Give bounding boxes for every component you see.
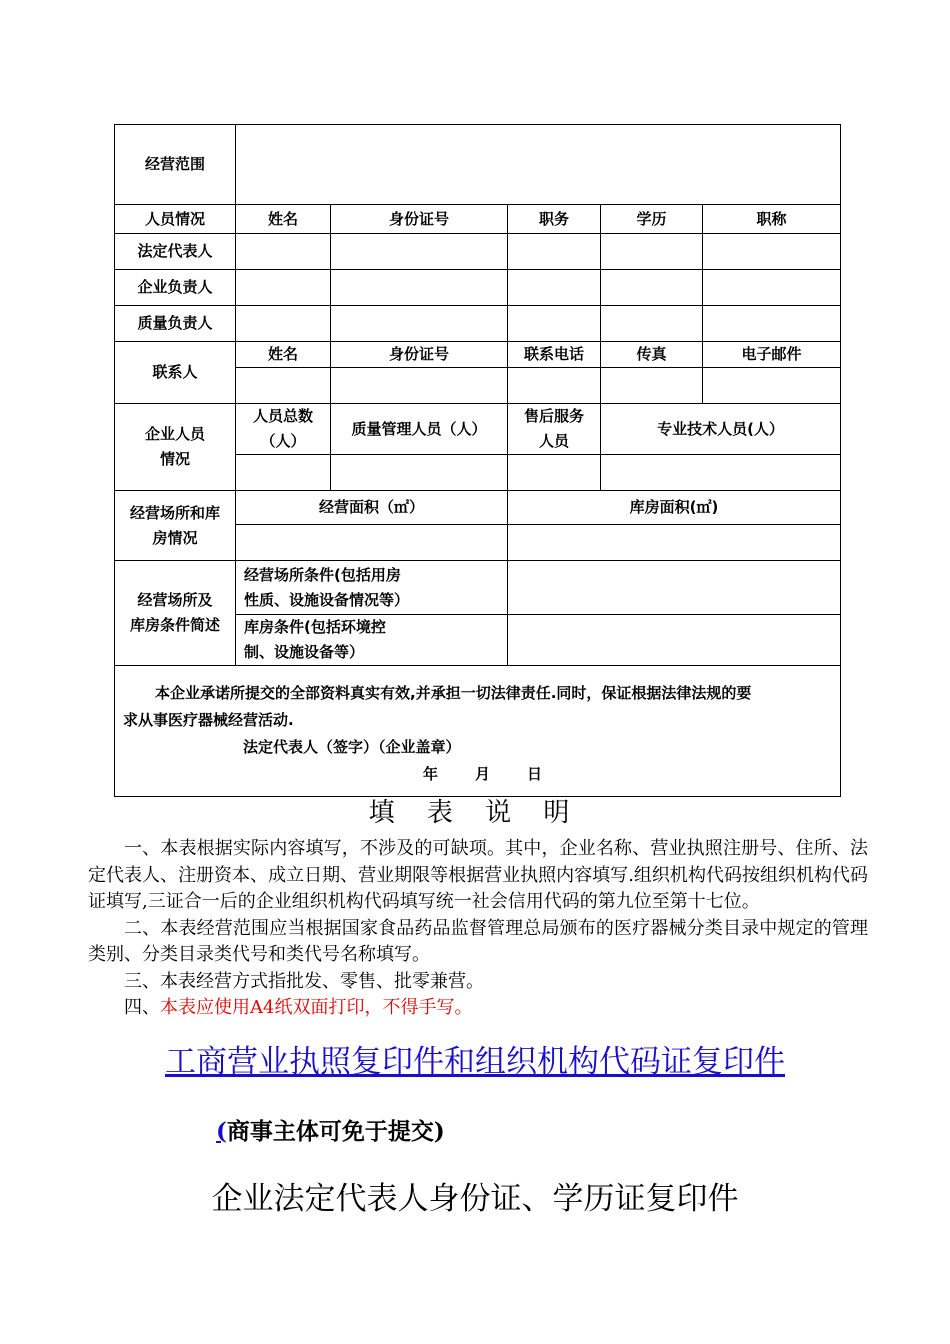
personnel-header-row <box>115 205 841 234</box>
note-item-1: 一、本表根据实际内容填写，不涉及的可缺项。其中，企业名称、营业执照注册号、住所、法定代表人、注册资本、成立日期、营业期限等根据营业执照内容填写.组织机构代码按组织机构代码证填写,三证合一后的企业组织机构代码填写统一社会信用代码的第九位至第十七位。 <box>88 838 868 912</box>
application-form-table <box>114 124 841 797</box>
notes-title: 填 表 说 明 <box>368 798 582 828</box>
header-title: 职称 <box>703 205 841 234</box>
note-item-4-warning: 本表应使用A4纸双面打印，不得手写。 <box>160 997 473 1018</box>
attachment-heading-id: 企业法定代表人身份证、学历证复印件 <box>211 1181 739 1217</box>
staff-label-line2: 情况 <box>159 450 190 468</box>
conditions-label <box>115 561 236 666</box>
business-scope-row <box>115 125 841 205</box>
warehouse-conditions-line1: 库房条件(包括环境控 <box>244 618 386 636</box>
staff-aftersales-header <box>508 404 601 455</box>
subheading-text: 商事主体可免于提交) <box>226 1118 445 1145</box>
note-item-2: 二、本表经营范围应当根据国家食品药品监督管理总局颁布的医疗器械分类目录中规定的管理类别、分类目录类代号和类代号名称填写。 <box>88 917 868 965</box>
input-cell[interactable] <box>331 368 508 404</box>
input-cell[interactable] <box>331 270 508 306</box>
contact-header-id: 身份证号 <box>331 342 508 368</box>
input-cell[interactable] <box>601 270 703 306</box>
legal-rep-row <box>115 234 841 270</box>
input-cell[interactable] <box>236 306 331 342</box>
input-cell[interactable] <box>331 306 508 342</box>
personnel-label: 人员情况 <box>115 205 236 234</box>
pledge-line2: 求从事医疗器械经营活动. <box>123 711 294 729</box>
staff-aftersales-line1: 售后服务 <box>523 407 584 425</box>
contact-header-phone: 联系电话 <box>508 342 601 368</box>
contact-header-email: 电子邮件 <box>703 342 841 368</box>
input-cell[interactable] <box>508 234 601 270</box>
pledge-cell <box>115 666 841 797</box>
premises-label-line1: 经营场所和库 <box>129 503 220 522</box>
date-month: 月 <box>475 765 491 783</box>
premises-label-line2: 房情况 <box>152 528 198 547</box>
input-cell[interactable] <box>236 368 331 404</box>
premises-label <box>115 491 236 561</box>
staff-label-line1: 企业人员 <box>144 425 205 443</box>
staff-total-header <box>236 404 331 455</box>
staff-total-line2: （人） <box>260 432 306 450</box>
input-cell[interactable] <box>236 270 331 306</box>
warehouse-area-header: 库房面积(㎡) <box>508 491 841 525</box>
warehouse-conditions-label <box>236 615 508 666</box>
contact-label: 联系人 <box>115 342 236 404</box>
input-cell[interactable] <box>601 455 841 491</box>
staff-aftersales-line2: 人员 <box>538 432 569 450</box>
input-cell[interactable] <box>508 270 601 306</box>
input-cell[interactable] <box>703 270 841 306</box>
warehouse-conditions-line2: 制、设施设备等） <box>244 643 365 661</box>
staff-label <box>115 404 236 491</box>
date-day: 日 <box>527 765 543 783</box>
attachment-heading-link[interactable]: 工商营业执照复印件和组织机构代码证复印件 <box>165 1044 785 1080</box>
enterprise-head-label: 企业负责人 <box>115 270 236 306</box>
input-cell[interactable] <box>508 615 841 666</box>
contact-header-row <box>115 342 841 368</box>
input-cell[interactable] <box>601 306 703 342</box>
input-cell[interactable] <box>601 368 703 404</box>
notes-body <box>88 836 868 1022</box>
note-item-3: 三、本表经营方式指批发、零售、批零兼营。 <box>124 970 484 992</box>
staff-quality-header: 质量管理人员（人） <box>331 404 508 455</box>
input-cell[interactable] <box>331 455 508 491</box>
pledge-date <box>123 761 834 788</box>
premises-header-row <box>115 491 841 525</box>
conditions-label-line1: 经营场所及 <box>137 591 213 609</box>
input-cell[interactable] <box>236 455 331 491</box>
input-cell[interactable] <box>236 525 508 561</box>
staff-total-line1: 人员总数 <box>252 407 313 425</box>
input-cell[interactable] <box>703 368 841 404</box>
legal-rep-label: 法定代表人 <box>115 234 236 270</box>
input-cell[interactable] <box>508 561 841 615</box>
input-cell[interactable] <box>508 368 601 404</box>
contact-header-fax: 传真 <box>601 342 703 368</box>
header-position: 职务 <box>508 205 601 234</box>
header-name: 姓名 <box>236 205 331 234</box>
business-conditions-line2: 性质、设施设备情况等） <box>244 590 410 609</box>
staff-technical-header: 专业技术人员(人） <box>601 404 841 455</box>
pledge-signature: 法定代表人（签字）（企业盖章） <box>243 738 461 756</box>
attachment-subheading <box>216 1113 445 1146</box>
business-area-header: 经营面积（㎡） <box>236 491 508 525</box>
quality-head-row <box>115 306 841 342</box>
pledge-line1: 本企业承诺所提交的全部资料真实有效,并承担一切法律责任.同时，保证根据法律法规的要 <box>155 684 752 702</box>
input-cell[interactable] <box>236 234 331 270</box>
business-scope-field[interactable] <box>236 125 841 205</box>
conditions-business-row <box>115 561 841 615</box>
input-cell[interactable] <box>703 234 841 270</box>
conditions-label-line2: 库房条件简述 <box>129 616 220 634</box>
contact-header-name: 姓名 <box>236 342 331 368</box>
input-cell[interactable] <box>508 525 841 561</box>
date-year: 年 <box>423 765 439 783</box>
input-cell[interactable] <box>703 306 841 342</box>
quality-head-label: 质量负责人 <box>115 306 236 342</box>
business-conditions-label <box>236 561 508 615</box>
header-education: 学历 <box>601 205 703 234</box>
input-cell[interactable] <box>508 306 601 342</box>
business-scope-label: 经营范围 <box>115 125 236 205</box>
note-item-4 <box>88 995 868 1022</box>
input-cell[interactable] <box>601 234 703 270</box>
input-cell[interactable] <box>331 234 508 270</box>
subheading-paren-link[interactable]: ( <box>216 1118 227 1145</box>
note-item-4-prefix: 四、 <box>124 997 160 1018</box>
business-conditions-line1: 经营场所条件(包括用房 <box>244 565 401 584</box>
input-cell[interactable] <box>508 455 601 491</box>
header-id-number: 身份证号 <box>331 205 508 234</box>
enterprise-head-row <box>115 270 841 306</box>
staff-header-row <box>115 404 841 455</box>
pledge-row <box>115 666 841 797</box>
